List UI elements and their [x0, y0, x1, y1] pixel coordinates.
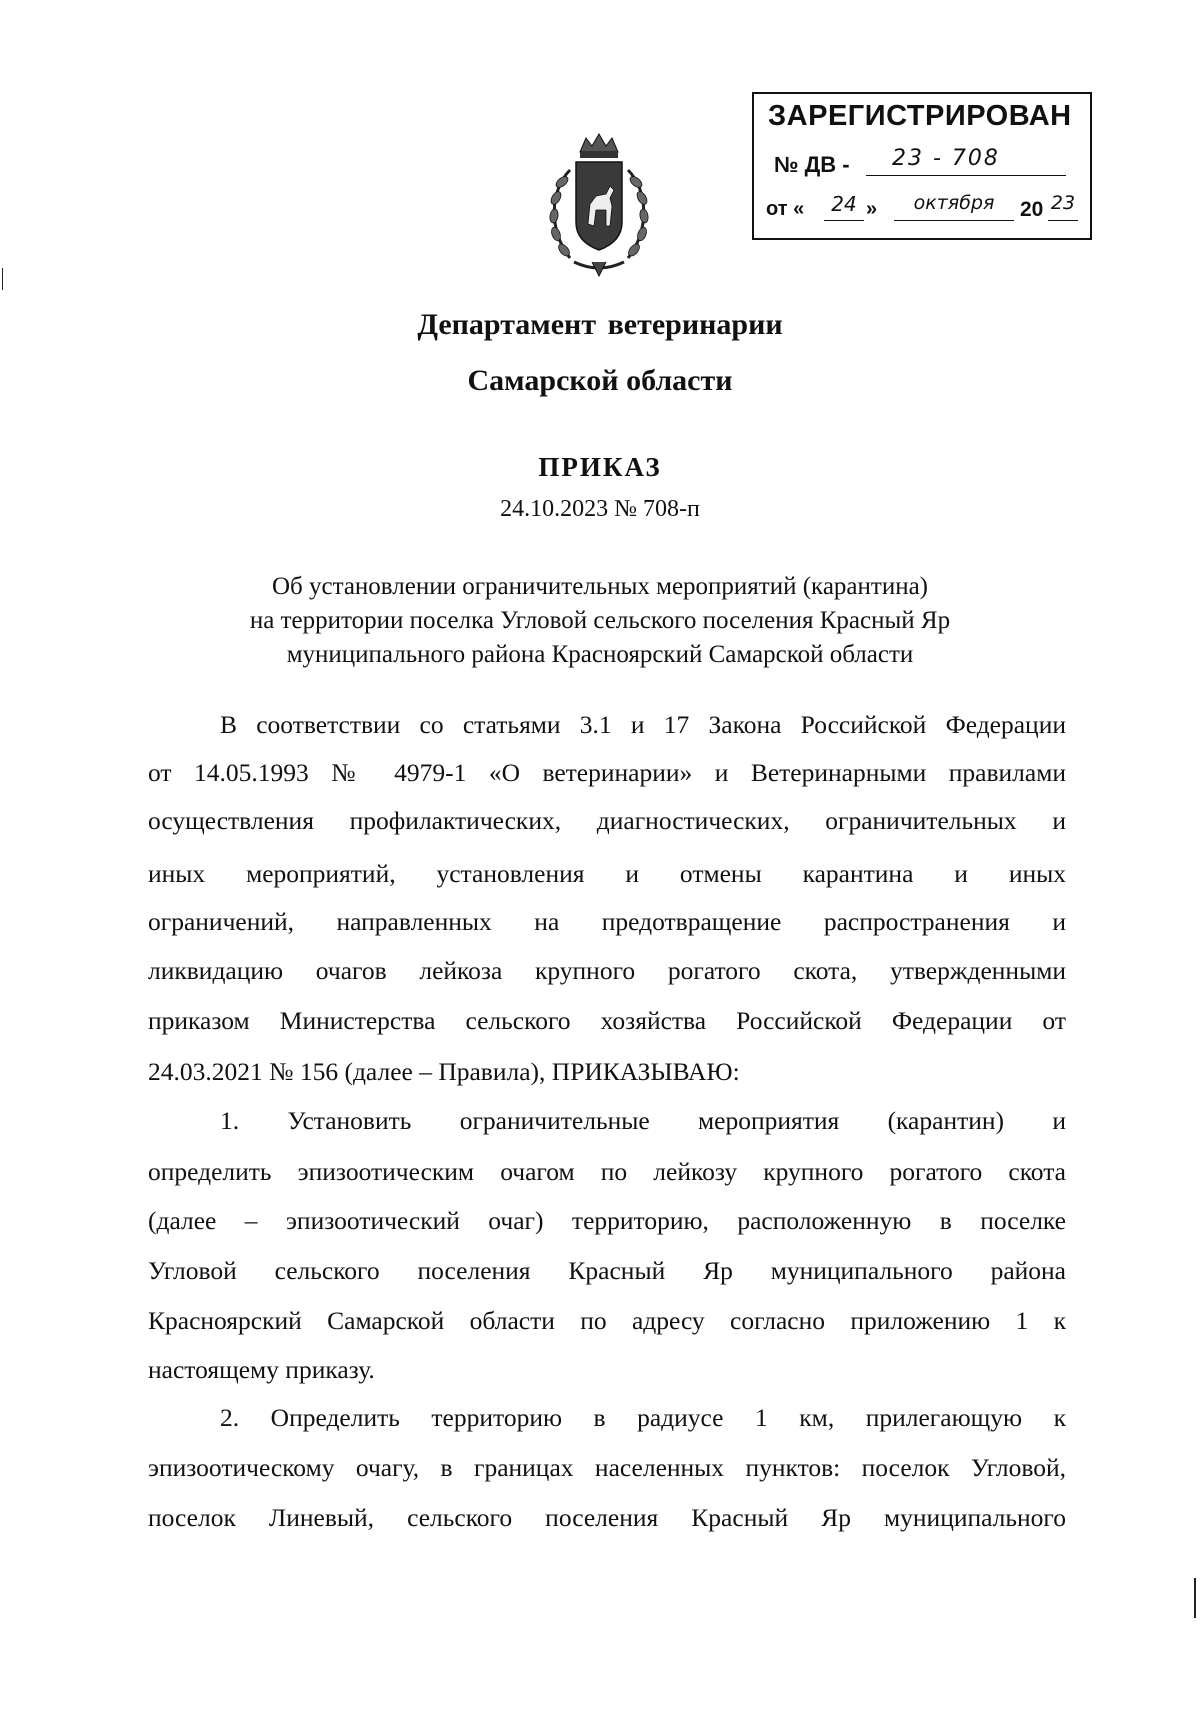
body-line: от 14.05.1993 № 4979-1 «О ветеринарии» и Ветеринарными правилами	[148, 758, 1066, 787]
stamp-month: октября	[894, 192, 1014, 221]
department-name-line2: Самарской области	[467, 364, 733, 397]
body-line: В соответствии со статьями 3.1 и 17 Закона Российской Федерации	[220, 710, 1066, 739]
subject-line: Об установлении ограничительных мероприятий (карантина)	[271, 573, 929, 600]
body-line: настоящему приказу.	[148, 1355, 375, 1384]
stamp-year-suffix: 23	[1048, 192, 1078, 221]
body-line: приказом Министерства сельского хозяйства Российской Федерации от	[148, 1006, 1066, 1035]
body-line: ликвидацию очагов лейкоза крупного рогатого скота, утвержденными	[148, 956, 1066, 985]
department-name-line1: Департамент ветеринарии	[417, 308, 783, 341]
stamp-quote-close: »	[866, 198, 878, 220]
subject-line: муниципального района Красноярский Самарской области	[286, 641, 914, 668]
stamp-day: 24	[824, 192, 864, 221]
body-line: Угловой сельского поселения Красный Яр муниципального района	[148, 1256, 1066, 1285]
body-line: определить эпизоотическим очагом по лейкозу крупного рогатого скота	[148, 1157, 1066, 1186]
scan-edge-mark	[2, 268, 3, 290]
stamp-year-prefix: 20	[1020, 198, 1044, 221]
body-line: Красноярский Самарской области по адресу согласно приложению 1 к	[148, 1306, 1066, 1335]
subject-line: на территории поселка Угловой сельского поселения Красный Яр	[249, 607, 951, 634]
body-line: осуществления профилактических, диагностических, ограничительных и	[148, 806, 1066, 835]
stamp-number-value: 23 - 708	[866, 146, 1066, 176]
body-line: 2. Определить территорию в радиусе 1 км, прилегающую к	[220, 1403, 1066, 1432]
body-line: эпизоотическому очагу, в границах населенных пунктов: поселок Угловой,	[148, 1453, 1066, 1482]
body-line: (далее – эпизоотический очаг) территорию, расположенную в поселке	[148, 1206, 1066, 1235]
scan-edge-mark	[1194, 1578, 1196, 1618]
stamp-title: ЗАРЕГИСТРИРОВАН	[768, 100, 1072, 132]
registration-stamp	[752, 92, 1092, 240]
body-line: 24.03.2021 № 156 (далее – Правила), ПРИКАЗЫВАЮ:	[148, 1057, 740, 1086]
doc-date-number: 24.10.2023 № 708-п	[500, 496, 700, 522]
stamp-date-label: от «	[766, 198, 805, 220]
body-line: поселок Линевый, сельского поселения Красный Яр муниципального	[148, 1503, 1066, 1532]
body-line: ограничений, направленных на предотвращение распространения и	[148, 907, 1066, 936]
body-line: иных мероприятий, установления и отмены карантина и иных	[148, 859, 1066, 888]
coat-of-arms-emblem	[540, 130, 658, 280]
body-line: 1. Установить ограничительные мероприятия (карантин) и	[220, 1106, 1066, 1135]
doc-type-title: ПРИКАЗ	[538, 452, 662, 482]
stamp-number-label: № ДВ -	[774, 152, 850, 177]
